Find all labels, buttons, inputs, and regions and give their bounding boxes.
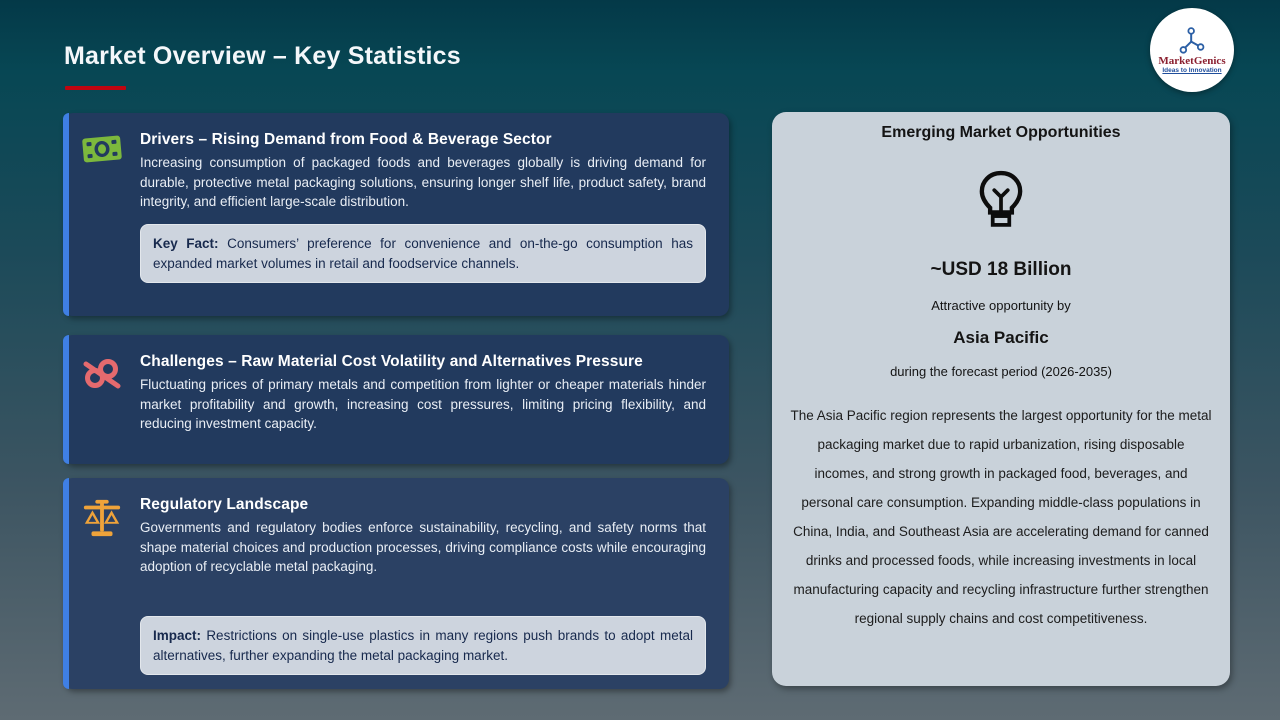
impact-label: Impact: (153, 628, 202, 644)
key-fact-text: Consumers’ preference for convenience and on-the-go consumption has expanded market volumes in retail and foodservice channels. (153, 236, 693, 271)
impact-text: Restrictions on single-use plastics in many regions push brands to adopt metal alternatives, further expanding the metal packaging market. (153, 628, 693, 663)
card-drivers (63, 113, 729, 316)
page-title: Market Overview – Key Statistics (64, 42, 461, 70)
lightbulb-icon (772, 170, 1230, 233)
key-fact-callout (140, 224, 706, 283)
opportunity-value: ~USD 18 Billion (930, 259, 1072, 280)
link-slash-icon (63, 353, 140, 446)
opportunity-region: Asia Pacific (953, 328, 1049, 347)
logo-brand-text: MarketGenics (1158, 54, 1226, 67)
title-underline (65, 86, 126, 90)
molecule-icon (1177, 26, 1207, 55)
key-fact-label: Key Fact: (153, 236, 219, 252)
card-drivers-title: Drivers – Rising Demand from Food & Beverage Sector (140, 131, 552, 148)
opportunity-period: during the forecast period (2026-2035) (890, 364, 1112, 379)
opportunity-description: The Asia Pacific region represents the largest opportunity for the metal packaging market due to rapid urbanization, rising disposable incomes, and strong growth in packaged food, beverages, and personal care consumption. Expanding middle-class populations in China, India, and Southeast Asia are accelerating demand for canned drinks and processed foods, while increasing investments in local manufacturing capacity and recycling infrastructure further strengthen regional supply chains and cost competitiveness. (790, 408, 1212, 626)
card-regulatory-body: Governments and regulatory bodies enforce sustainability, recycling, and safety norms that shape material choices and production processes, driving compliance costs while encouraging adoption of recyclable metal packaging. (140, 520, 706, 575)
impact-callout (140, 616, 706, 675)
card-regulatory-title: Regulatory Landscape (140, 496, 309, 513)
logo-tagline-text: Ideas to Innovation (1162, 67, 1222, 75)
opportunity-subtitle: Attractive opportunity by (931, 298, 1071, 313)
brand-logo (1150, 8, 1234, 92)
card-challenges-title: Challenges – Raw Material Cost Volatility and Alternatives Pressure (140, 353, 643, 370)
balance-scale-icon (63, 496, 140, 671)
opportunity-panel (772, 112, 1230, 686)
card-challenges (63, 335, 729, 464)
opportunity-panel-title: Emerging Market Opportunities (881, 124, 1121, 141)
card-challenges-body: Fluctuating prices of primary metals and competition from lighter or cheaper materials hinder market profitability and growth, increasing cost pressures, limiting pricing flexibility, and reducing investment capacity. (140, 377, 706, 432)
money-bill-icon (63, 131, 140, 298)
card-drivers-body: Increasing consumption of packaged foods and beverages globally is driving demand for durable, protective metal packaging solutions, ensuring longer shelf life, product safety, brand integrity, and efficient large-scale distribution. (140, 155, 706, 210)
card-regulatory (63, 478, 729, 689)
